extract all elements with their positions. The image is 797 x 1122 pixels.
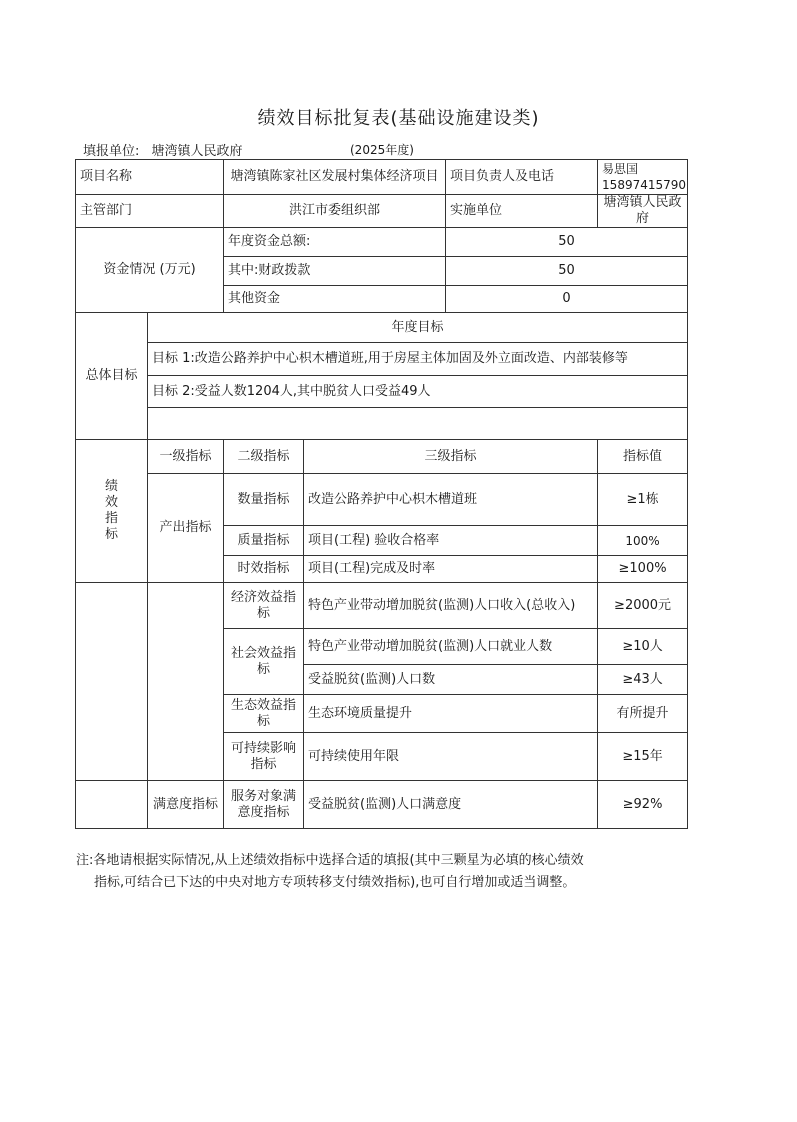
filing-unit-label: 填报单位: (83, 144, 140, 159)
goal-row (76, 408, 688, 440)
indicator-header-row (76, 440, 688, 474)
footnote-line: 指标,可结合已下达的中央对地方专项转移支付绩效指标),也可自行增加或适当调整。 (94, 875, 576, 890)
level2-cell: 社会效益指标 (224, 629, 304, 695)
level2-cell: 数量指标 (224, 474, 304, 526)
indicator-value: ≥43人 (598, 665, 688, 695)
funds-row-label: 年度资金总额: (224, 228, 446, 257)
indicator-value: ≥1栋 (598, 474, 688, 526)
project-name-value: 塘湾镇陈家社区发展村集体经济项目 (224, 160, 446, 195)
department-value: 洪江市委组织部 (224, 195, 446, 228)
goal-row (76, 376, 688, 408)
indicator-value: ≥2000元 (598, 583, 688, 629)
level3-cell: 项目(工程) 验收合格率 (304, 526, 598, 556)
col-level3-header: 三级指标 (304, 440, 598, 474)
indicator-value: ≥92% (598, 781, 688, 829)
blank-cell (148, 583, 224, 781)
indicator-row (76, 583, 688, 629)
level3-cell: 特色产业带动增加脱贫(监测)人口就业人数 (304, 629, 598, 665)
level2-cell: 生态效益指标 (224, 695, 304, 733)
page-title: 绩效目标批复表(基础设施建设类) (257, 108, 540, 129)
goal-row (76, 343, 688, 376)
performance-table (75, 159, 688, 829)
filing-unit (83, 140, 243, 159)
filing-unit-value: 塘湾镇人民政府 (151, 144, 243, 159)
goal-item: 目标 1:改造公路养护中心枳木槽道班,用于房屋主体加固及外立面改造、内部装修等 (148, 343, 688, 376)
level2-cell: 服务对象满意度指标 (224, 781, 304, 829)
performance-indicators-text: 绩效指标 (104, 479, 118, 542)
indicator-row (76, 474, 688, 526)
project-contact-value: 易思国15897415790 (598, 160, 688, 195)
indicator-value: ≥10人 (598, 629, 688, 665)
funds-row-label: 其他资金 (224, 286, 446, 313)
satisfaction-indicators-label: 满意度指标 (148, 781, 224, 829)
project-contact-label: 项目负责人及电话 (446, 160, 598, 195)
project-name-label: 项目名称 (76, 160, 224, 195)
funds-row-value: 0 (446, 286, 688, 313)
implementing-unit-label: 实施单位 (446, 195, 598, 228)
level3-cell: 项目(工程)完成及时率 (304, 556, 598, 583)
level3-cell: 特色产业带动增加脱贫(监测)人口收入(总收入) (304, 583, 598, 629)
implementing-unit-value: 塘湾镇人民政府 (598, 195, 688, 228)
goal-item: 目标 2:受益人数1204人,其中脱贫人口受益49人 (148, 376, 688, 408)
level2-cell: 经济效益指标 (224, 583, 304, 629)
col-level1-header: 一级指标 (148, 440, 224, 474)
col-level2-header: 二级指标 (224, 440, 304, 474)
indicator-row (76, 781, 688, 829)
level3-cell: 改造公路养护中心枳木槽道班 (304, 474, 598, 526)
indicator-value: 100% (598, 526, 688, 556)
goals-header-row (76, 313, 688, 343)
indicator-value: ≥15年 (598, 733, 688, 781)
department-label: 主管部门 (76, 195, 224, 228)
overall-goals-label: 总体目标 (76, 313, 148, 440)
footnote-line: 注:各地请根据实际情况,从上述绩效指标中选择合适的填报(其中三颗星为必填的核心绩效 (76, 853, 584, 868)
annual-goals-header: 年度目标 (148, 313, 688, 343)
output-indicators-label: 产出指标 (148, 474, 224, 583)
blank-cell (76, 583, 148, 781)
funds-row-label: 其中:财政拨款 (224, 257, 446, 286)
level2-cell: 时效指标 (224, 556, 304, 583)
goal-item (148, 408, 688, 440)
project-name-row (76, 160, 688, 195)
department-row (76, 195, 688, 228)
level3-cell: 生态环境质量提升 (304, 695, 598, 733)
performance-indicators-label (76, 440, 148, 583)
indicator-value: 有所提升 (598, 695, 688, 733)
funds-row (76, 228, 688, 257)
level3-cell: 受益脱贫(监测)人口满意度 (304, 781, 598, 829)
fiscal-year: (2025年度) (350, 143, 414, 157)
footnote (76, 850, 706, 894)
level3-cell: 可持续使用年限 (304, 733, 598, 781)
blank-cell (76, 781, 148, 829)
level2-cell: 质量指标 (224, 526, 304, 556)
funds-row-value: 50 (446, 257, 688, 286)
funds-row-value: 50 (446, 228, 688, 257)
level2-cell: 可持续影响指标 (224, 733, 304, 781)
indicator-value: ≥100% (598, 556, 688, 583)
level3-cell: 受益脱贫(监测)人口数 (304, 665, 598, 695)
col-value-header: 指标值 (598, 440, 688, 474)
funds-label: 资金情况 (万元) (76, 228, 224, 313)
